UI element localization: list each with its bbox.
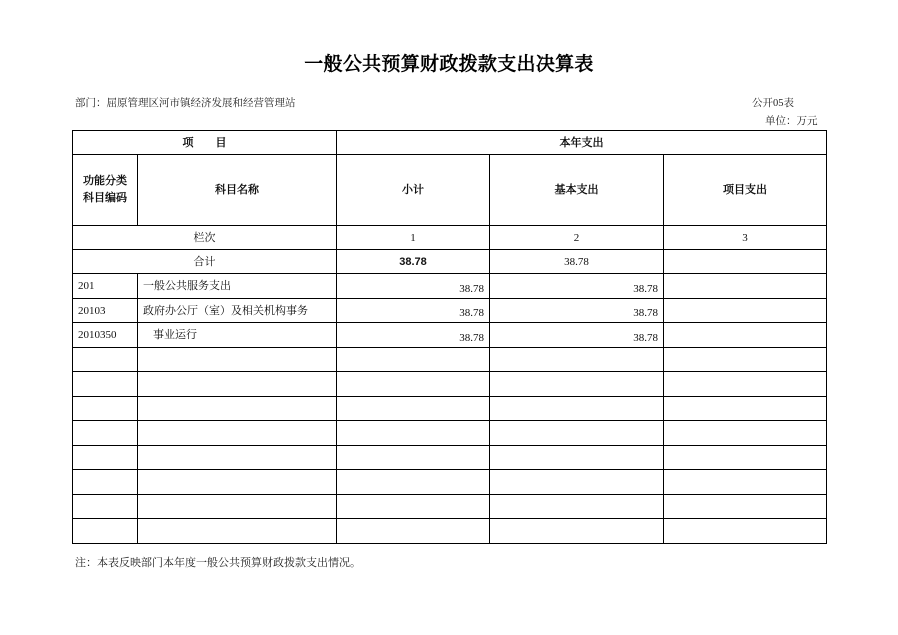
empty-cell	[337, 348, 490, 372]
empty-cell	[490, 397, 664, 421]
column-number-project: 3	[664, 226, 827, 250]
empty-row	[73, 495, 827, 519]
header-project-expenditure: 项目支出	[664, 155, 827, 226]
empty-cell	[490, 519, 664, 544]
empty-cell	[138, 348, 337, 372]
empty-cell	[337, 495, 490, 519]
empty-cell	[337, 397, 490, 421]
empty-cell	[138, 470, 337, 495]
header-function-code-line2: 科目编码	[83, 192, 127, 204]
empty-cell	[664, 397, 827, 421]
empty-cell	[664, 348, 827, 372]
basic-expenditure-cell: 38.78	[490, 323, 664, 348]
header-project: 项 目	[73, 131, 337, 155]
empty-cell	[664, 519, 827, 544]
empty-cell	[664, 446, 827, 470]
item-name-cell: 一般公共服务支出	[138, 274, 337, 299]
empty-row	[73, 470, 827, 495]
empty-row	[73, 372, 827, 397]
empty-cell	[138, 421, 337, 446]
header-row-columns	[73, 155, 827, 226]
subtotal-cell: 38.78	[337, 274, 490, 299]
header-subtotal: 小计	[337, 155, 490, 226]
empty-row	[73, 348, 827, 372]
empty-cell	[138, 519, 337, 544]
empty-cell	[73, 495, 138, 519]
empty-cell	[664, 470, 827, 495]
empty-cell	[664, 421, 827, 446]
function-code-cell: 2010350	[73, 323, 138, 348]
column-number-label: 栏次	[73, 226, 337, 250]
column-number-subtotal: 1	[337, 226, 490, 250]
subtotal-cell: 38.78	[337, 323, 490, 348]
header-current-year-expenditure: 本年支出	[337, 131, 827, 155]
empty-cell	[73, 372, 138, 397]
empty-cell	[490, 446, 664, 470]
function-code-cell: 20103	[73, 299, 138, 323]
header-function-code	[73, 155, 138, 226]
empty-row	[73, 446, 827, 470]
expenditure-table	[72, 130, 827, 544]
empty-cell	[490, 372, 664, 397]
empty-cell	[73, 348, 138, 372]
column-number-basic: 2	[490, 226, 664, 250]
empty-cell	[73, 397, 138, 421]
empty-cell	[490, 470, 664, 495]
header-basic-expenditure: 基本支出	[490, 155, 664, 226]
empty-cell	[138, 446, 337, 470]
table-row	[73, 299, 827, 323]
empty-row	[73, 397, 827, 421]
total-label: 合计	[73, 250, 337, 274]
empty-cell	[337, 519, 490, 544]
unit-label: 单位：万元	[765, 116, 818, 127]
table-row	[73, 274, 827, 299]
empty-cell	[73, 519, 138, 544]
project-expenditure-cell	[664, 299, 827, 323]
item-name-cell: 事业运行	[138, 323, 337, 348]
empty-cell	[138, 397, 337, 421]
department-label: 部门：屈原管理区河市镇经济发展和经营管理站	[75, 98, 296, 109]
empty-row	[73, 519, 827, 544]
empty-cell	[337, 421, 490, 446]
empty-cell	[73, 446, 138, 470]
document-title: 一般公共预算财政拨款支出决算表	[304, 54, 594, 75]
empty-cell	[490, 421, 664, 446]
empty-cell	[73, 421, 138, 446]
empty-cell	[337, 446, 490, 470]
basic-expenditure-cell: 38.78	[490, 299, 664, 323]
empty-cell	[490, 348, 664, 372]
item-name-cell: 政府办公厅（室）及相关机构事务	[138, 299, 337, 323]
header-item-name: 科目名称	[138, 155, 337, 226]
header-function-code-line1: 功能分类	[83, 175, 127, 187]
total-row	[73, 250, 827, 274]
project-expenditure-cell	[664, 274, 827, 299]
empty-cell	[73, 470, 138, 495]
basic-expenditure-cell: 38.78	[490, 274, 664, 299]
empty-cell	[490, 495, 664, 519]
project-expenditure-cell	[664, 323, 827, 348]
empty-cell	[664, 495, 827, 519]
empty-cell	[138, 372, 337, 397]
empty-cell	[337, 372, 490, 397]
empty-cell	[138, 495, 337, 519]
total-subtotal: 38.78	[337, 250, 490, 274]
table-wrapper	[72, 130, 826, 570]
footnote: 注：本表反映部门本年度一般公共预算财政拨款支出情况。	[75, 557, 361, 569]
empty-cell	[337, 470, 490, 495]
subtotal-cell: 38.78	[337, 299, 490, 323]
table-row	[73, 323, 827, 348]
empty-row	[73, 421, 827, 446]
form-code-label: 公开05表	[752, 98, 794, 109]
empty-cell	[664, 372, 827, 397]
header-row-top	[73, 131, 827, 155]
total-project-expenditure	[664, 250, 827, 274]
column-number-row	[73, 226, 827, 250]
function-code-cell: 201	[73, 274, 138, 299]
total-basic-expenditure: 38.78	[490, 250, 664, 274]
